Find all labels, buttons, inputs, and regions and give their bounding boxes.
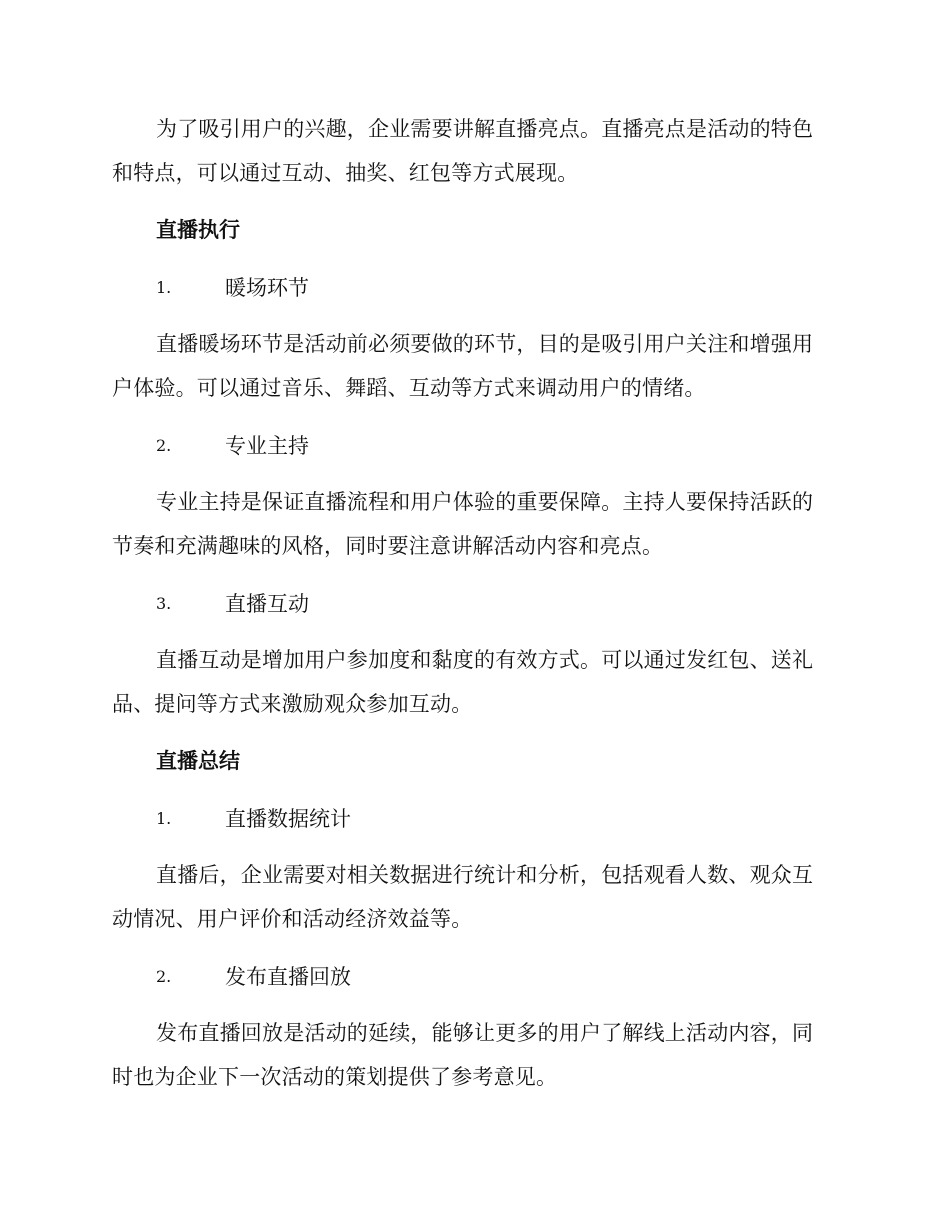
item-paragraph: 发布直播回放是活动的延续，能够让更多的用户了解线上活动内容，同时也为企业下一次活动的策划提供了参考意见。 xyxy=(112,1021,814,1089)
item-paragraph: 直播暖场环节是活动前必须要做的环节，目的是吸引用户关注和增强用户体验。可以通过音乐、舞蹈、互动等方式来调动用户的情绪。 xyxy=(112,332,814,400)
document-page xyxy=(112,107,832,1112)
section-heading-execution: 直播执行 xyxy=(156,218,240,242)
list-item xyxy=(156,954,832,998)
list-item xyxy=(156,265,832,309)
list-item-label: 发布直播回放 xyxy=(225,965,351,989)
list-item-label: 直播互动 xyxy=(225,592,309,616)
list-item-number: 2. xyxy=(156,966,172,986)
item-paragraph: 专业主持是保证直播流程和用户体验的重要保障。主持人要保持活跃的节奏和充满趣味的风格，同时要注意讲解活动内容和亮点。 xyxy=(112,490,814,558)
intro-paragraph: 为了吸引用户的兴趣，企业需要讲解直播亮点。直播亮点是活动的特色和特点，可以通过互动、抽奖、红包等方式展现。 xyxy=(112,117,814,185)
list-item xyxy=(156,796,832,840)
list-item-number: 1. xyxy=(156,277,172,297)
list-item-number: 3. xyxy=(156,593,172,613)
item-paragraph: 直播后，企业需要对相关数据进行统计和分析，包括观看人数、观众互动情况、用户评价和活动经济效益等。 xyxy=(112,863,814,931)
list-item xyxy=(156,581,832,625)
list-item-label: 暖场环节 xyxy=(225,276,309,300)
list-item-label: 专业主持 xyxy=(225,434,309,458)
list-item-number: 2. xyxy=(156,435,172,455)
item-paragraph: 直播互动是增加用户参加度和黏度的有效方式。可以通过发红包、送礼品、提问等方式来激励观众参加互动。 xyxy=(112,648,814,716)
list-item xyxy=(156,423,832,467)
list-item-label: 直播数据统计 xyxy=(225,807,351,831)
list-item-number: 1. xyxy=(156,808,172,828)
section-heading-summary: 直播总结 xyxy=(156,749,240,773)
